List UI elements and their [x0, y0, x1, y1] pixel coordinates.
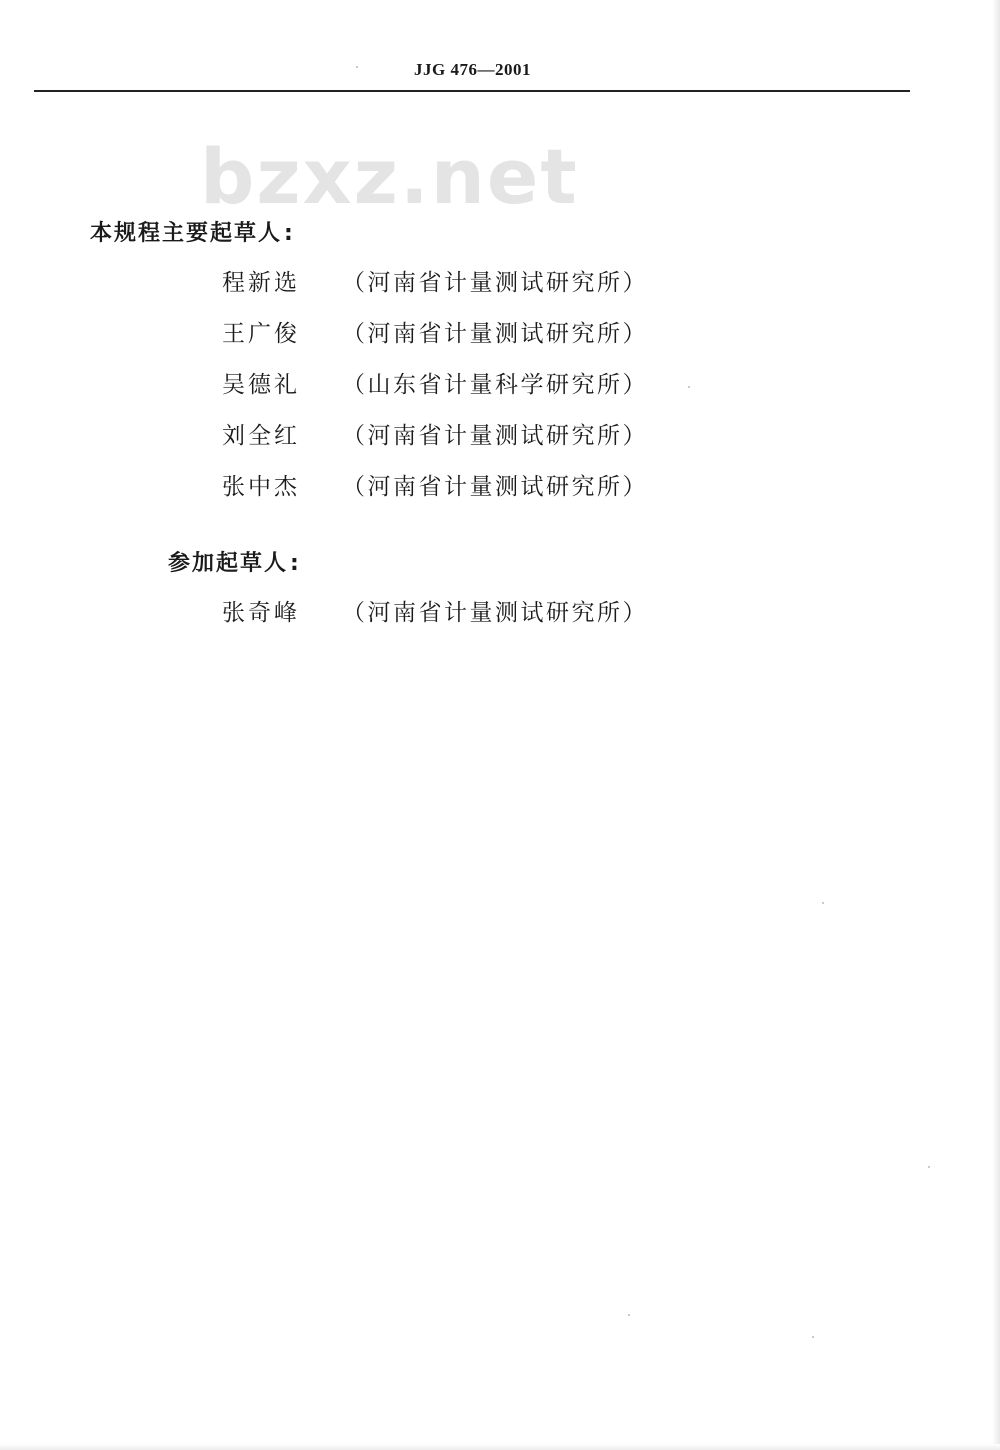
drafter-name: 程新选 — [222, 269, 300, 296]
drafter-organization: （山东省计量科学研究所） — [342, 371, 648, 398]
drafter-name: 吴德礼 — [222, 371, 300, 398]
drafter-name: 张奇峰 — [222, 599, 300, 626]
header-rule-divider — [34, 90, 910, 92]
drafter-row — [222, 469, 648, 499]
participating-drafters-heading — [168, 546, 301, 577]
drafter-name: 张中杰 — [222, 473, 300, 500]
drafter-row — [222, 418, 648, 448]
drafter-name: 王广俊 — [222, 320, 300, 347]
drafter-name: 刘全红 — [222, 422, 300, 449]
scan-speck — [688, 386, 690, 388]
scan-speck — [356, 66, 358, 68]
drafter-organization: （河南省计量测试研究所） — [342, 269, 648, 296]
scan-speck — [812, 1336, 814, 1338]
drafter-row — [222, 316, 648, 346]
scan-speck — [928, 1166, 930, 1168]
main-drafters-heading — [90, 216, 295, 247]
drafter-organization: （河南省计量测试研究所） — [342, 599, 648, 626]
page-edge-shadow-bottom — [0, 1444, 1000, 1450]
drafter-row — [222, 595, 648, 625]
drafter-row — [222, 265, 648, 295]
page-edge-shadow — [992, 0, 1000, 1450]
scan-speck — [822, 902, 824, 904]
watermark: bzxz.net — [200, 132, 579, 221]
drafter-organization: （河南省计量测试研究所） — [342, 473, 648, 500]
drafter-organization: （河南省计量测试研究所） — [342, 320, 648, 347]
standard-code-header: JJG 476—2001 — [414, 60, 531, 79]
drafter-organization: （河南省计量测试研究所） — [342, 422, 648, 449]
main-drafters-heading-text: 本规程主要起草人 — [90, 221, 283, 246]
participating-drafters-heading-colon: : — [290, 551, 301, 576]
participating-drafters-heading-text: 参加起草人 — [168, 551, 289, 576]
scan-speck — [628, 1314, 630, 1316]
main-drafters-heading-colon: : — [284, 221, 295, 246]
drafter-row — [222, 367, 648, 397]
